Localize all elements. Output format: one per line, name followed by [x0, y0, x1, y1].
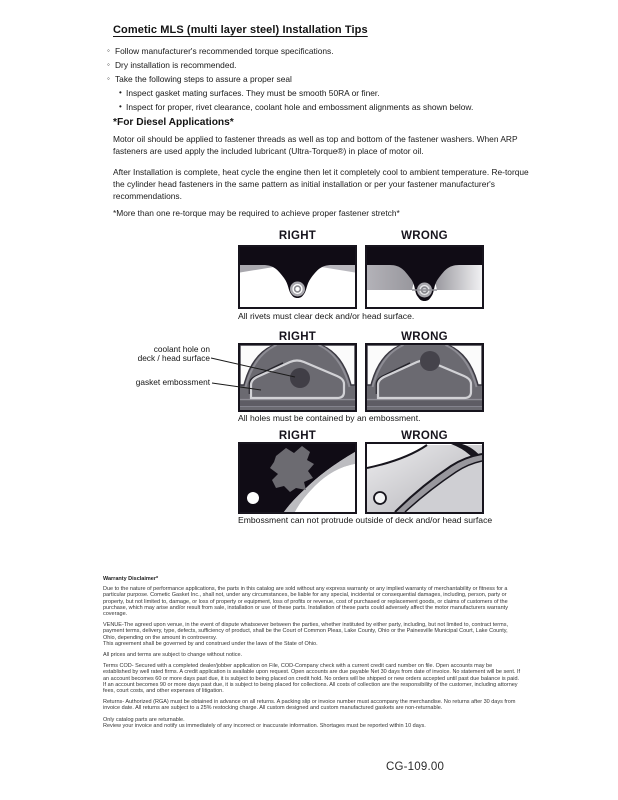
- review-invoice-line: Review your invoice and notify us immediately of any incorrect or inaccurate information. Shortages must be reported within 10 days.: [103, 722, 426, 729]
- coolant-hole-label: coolant hole on deck / head surface: [137, 344, 210, 363]
- row1-caption: All rivets must clear deck and/or head surface.: [238, 311, 415, 321]
- gasket-embossment-label: gasket embossment: [135, 377, 210, 387]
- venue-paragraph: VENUE-The agreed upon venue, in the event of dispute whatsoever between the parties, whether instituted by either party, including, but not limited to, contract terms, payment terms, delivery, type, defects, sufficiency of product, shall be the Court of Common Pleas, Lake County, Ohio or the Painesville Municipal Court, Lake County, Ohio, depending on the amount in controversy.: [103, 622, 508, 641]
- protrude-right-drawing: [240, 444, 355, 512]
- tip-item: ◦ Dry installation is recommended.: [107, 58, 537, 72]
- row2-wrong-label: WRONG: [401, 331, 448, 343]
- tip-item: ◦ Follow manufacturer's recommended torque specifications.: [107, 44, 537, 58]
- diesel-paragraph-1: Motor oil should be applied to fastener threads as well as top and bottom of the fastener washers. When ARP fasteners are used apply the included lubricant (Ultra-Torque®) in place of motor oil.: [113, 134, 518, 156]
- installation-tips-list: [107, 44, 537, 114]
- tip-sub-item: • Inspect gasket mating surfaces. They must be smooth 50RA or finer.: [107, 86, 537, 100]
- terms-cod-paragraph: Terms COD- Secured with a completed dealer/jobber application on File, COD-Company check with a current credit card number on file. Open accounts may be established by well rated firms. A credit application is available upon request. Open accounts are due payable Net 30 days from date of invoice. No statement will be sent. If an account becomes 60 or more days past due, it is subject to being placed on credit hold. No orders will be shipped or new orders accepted until past due balance is paid. If an account becomes 90 or more days past due, it is subject to being placed for collections. All costs of collection are the responsibility of the customer, including attorney fees, court costs, and other expenses of litigation.: [103, 663, 521, 695]
- bolt-hole: [374, 492, 386, 504]
- tip-item: ◦ Take the following steps to assure a proper seal: [107, 72, 537, 86]
- row3-wrong-label: WRONG: [401, 430, 448, 442]
- warranty-paragraph: Due to the nature of performance applications, the parts in this catalog are sold without any express warranty or any implied warranty of merchantability or fitness for a particular purpose. Cometic Gasket Inc., shall not, under any circumstances, be liable for any special, incidental or consequential damages, including, person, party or property, but not limited to, damage, or loss of property or equipment, loss of profits or revenue, cost of purchased or replacement goods, or claims of customers of the purchase, which may arise and/or result from sale, installation or use of these parts. Installation of these parts could adversely affect the motor manufacturers warranty coverage.: [103, 586, 508, 618]
- diagram-rivet-wrong: [365, 245, 484, 309]
- tip-sub-item: • Inspect for proper, rivet clearance, coolant hole and embossment alignments as shown below.: [107, 100, 537, 114]
- row1-wrong-label: WRONG: [401, 230, 448, 242]
- catalog-parts-line: Only catalog parts are returnable.: [103, 716, 185, 723]
- warranty-disclaimer-section: [103, 576, 520, 734]
- diesel-paragraph-2: After Installation is complete, heat cycle the engine then let it completely cool to ambient temperature. Re-torque the cylinder head fasteners in the same pattern as initial installation or per your fastener manufacturer's recommendations.: [113, 167, 529, 201]
- rivet-wrong-drawing: [367, 247, 482, 307]
- row2-right-label: RIGHT: [278, 331, 317, 343]
- diagram-protrude-wrong: [365, 442, 484, 514]
- row3-right-label: RIGHT: [278, 430, 317, 442]
- page-code: CG-109.00: [386, 761, 445, 773]
- page-title: Cometic MLS (multi layer steel) Installation Tips: [113, 24, 368, 36]
- hole-right-drawing: [240, 345, 355, 410]
- diagram-hole-right: [238, 343, 357, 412]
- diesel-applications-heading: *For Diesel Applications*: [113, 117, 234, 128]
- diagram-hole-wrong: [365, 343, 484, 412]
- protrude-wrong-drawing: [367, 444, 482, 512]
- row1-right-label: RIGHT: [278, 230, 317, 242]
- returns-paragraph: Returns- Authorized (RGA) must be obtained in advance on all returns. A packing slip or invoice number must accompany the merchandise. No returns after 30 days from invoice date. All returns are subject to a 25% restocking charge. All custom designed and custom manufactured gaskets are non-returnable.: [103, 699, 516, 712]
- retorque-note: *More than one re-torque may be required to achieve proper fastener stretch*: [113, 208, 400, 218]
- row2-caption: All holes must be contained by an embossment.: [238, 413, 421, 423]
- coolant-hole: [290, 368, 310, 388]
- hole-wrong-drawing: [367, 345, 482, 410]
- prices-terms-line: All prices and terms are subject to change without notice.: [103, 652, 243, 659]
- diagram-rivet-right: [238, 245, 357, 309]
- bolt-hole: [247, 492, 259, 504]
- warranty-heading: Warranty Disclaimer*: [103, 576, 159, 582]
- governing-law-line: This agreement shall be governed by and construed under the laws of the State of Ohio.: [103, 640, 318, 647]
- rivet-right-drawing: [240, 247, 355, 307]
- row3-caption: Embossment can not protrude outside of deck and/or head surface: [238, 515, 493, 525]
- diagram-protrude-right: [238, 442, 357, 514]
- coolant-hole: [420, 351, 440, 371]
